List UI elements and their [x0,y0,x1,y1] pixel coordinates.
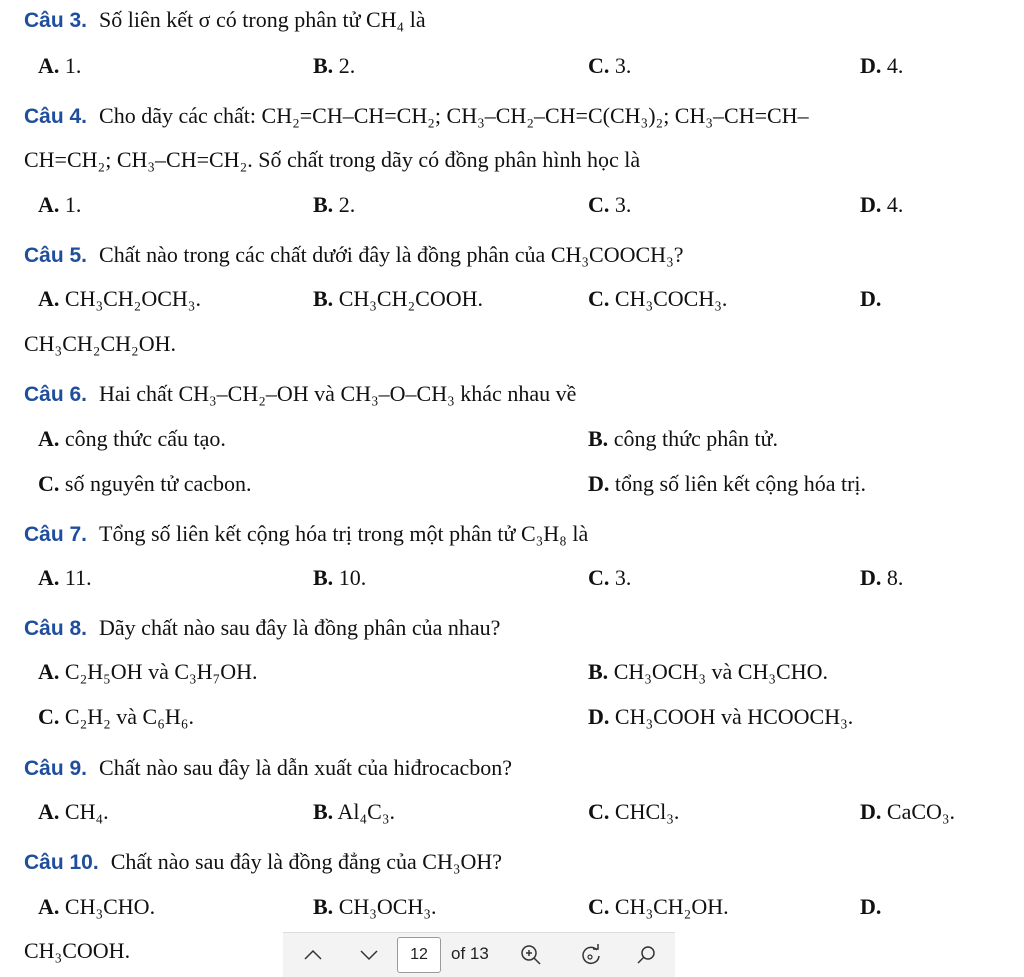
question-stem: Chất nào sau đây là dẫn xuất của hiđrocacbon? [99,755,512,780]
option-d: D. tổng số liên kết cộng hóa trị. [588,471,867,496]
question-stem: Hai chất CH₃–CH₂–OH và CH₃–O–CH₃ khác nhau về [99,381,577,406]
option-c: C. 3. [588,192,632,217]
option-a: A. C₂H₅OH và C₃H₇OH. [38,659,258,684]
search-icon[interactable] [633,941,661,969]
option-a: A. CH₃CH₂OCH₃. [38,286,201,311]
page-number-input[interactable] [397,937,441,973]
question-9-options [0,796,1024,828]
question-6-options-row2 [0,468,1024,500]
question-number: Câu 9. [24,757,88,780]
question-stem: Tổng số liên kết cộng hóa trị trong một phân tử C₃H₈ là [99,521,589,546]
option-c: C. CHCl₃. [588,799,680,824]
option-b: B. CH₃OCH₃ và CH₃CHO. [588,659,828,684]
question-stem: CH=CH₂; CH₃–CH=CH₂. Số chất trong dãy có đồng phân hình học là [24,147,641,172]
option-d: D. CaCO₃. [860,799,956,824]
option-b: B. 2. [313,53,356,78]
question-6-options-row1 [0,423,1024,455]
option-b: B. CH₃OCH₃. [313,894,437,919]
question-number: Câu 3. [24,9,88,32]
option-b: B. 2. [313,192,356,217]
question-4 [0,100,1024,132]
question-stem: Cho dãy các chất: CH₂=CH–CH=CH₂; CH₃–CH₂–CH=C(CH₃)₂; CH₃–CH=CH– [99,103,809,128]
option-a: A. 11. [38,565,92,590]
option-d: D. [860,286,882,311]
option-c: C. 3. [588,53,632,78]
question-5-option-d-wrap [0,328,1024,360]
option-a: A. CH₃CHO. [38,894,156,919]
question-3-options [0,50,1024,82]
question-6 [0,378,1024,410]
option-a: A. 1. [38,53,82,78]
question-7-options [0,562,1024,594]
question-stem: Chất nào sau đây là đồng đẳng của CH₃OH? [110,849,503,874]
question-9 [0,752,1024,784]
question-number: Câu 7. [24,523,88,546]
zoom-in-icon[interactable] [517,941,545,969]
option-b: B. CH₃CH₂COOH. [313,286,483,311]
question-8-options-row2 [0,701,1024,733]
question-5 [0,239,1024,271]
question-stem: Số liên kết σ có trong phân tử CH₄ là [99,7,426,32]
page-navigation-toolbar [283,932,675,977]
option-c: C. CH₃COCH₃. [588,286,728,311]
option-a: A. 1. [38,192,82,217]
question-10 [0,846,1024,878]
question-number: Câu 4. [24,105,88,128]
option-a: A. công thức cấu tạo. [38,426,226,451]
question-5-options [0,283,1024,315]
option-d: D. CH₃COOH và HCOOCH₃. [588,704,854,729]
option-c: C. số nguyên tử cacbon. [38,471,252,496]
option-d-text: CH₃COOH. [24,938,131,963]
option-a: A. CH₄. [38,799,109,824]
question-number: Câu 6. [24,383,88,406]
option-d: D. [860,894,882,919]
question-8-options-row1 [0,656,1024,688]
option-c: C. CH₃CH₂OH. [588,894,729,919]
question-number: Câu 5. [24,244,88,267]
question-stem: Chất nào trong các chất dưới đây là đồng phân của CH₃COOCH₃? [99,242,684,267]
page-count-label: of 13 [451,944,489,963]
question-number: Câu 8. [24,617,88,640]
option-d-text: CH₃CH₂CH₂OH. [24,331,176,356]
chevron-up-icon[interactable] [299,941,327,969]
rotate-icon[interactable] [577,941,605,969]
option-d: D. 8. [860,565,904,590]
option-c: C. C₂H₂ và C₆H₆. [38,704,194,729]
question-3 [0,4,1024,36]
option-d: D. 4. [860,53,904,78]
chevron-down-icon[interactable] [355,941,383,969]
option-d: D. 4. [860,192,904,217]
question-4-continued [0,144,1024,176]
question-10-options [0,891,1024,923]
option-b: B. Al₄C₃. [313,799,395,824]
question-7 [0,518,1024,550]
question-4-options [0,189,1024,221]
option-b: B. công thức phân tử. [588,426,779,451]
question-stem: Dãy chất nào sau đây là đồng phân của nhau? [99,615,501,640]
question-8 [0,612,1024,644]
option-c: C. 3. [588,565,632,590]
question-number: Câu 10. [24,851,99,874]
option-b: B. 10. [313,565,367,590]
